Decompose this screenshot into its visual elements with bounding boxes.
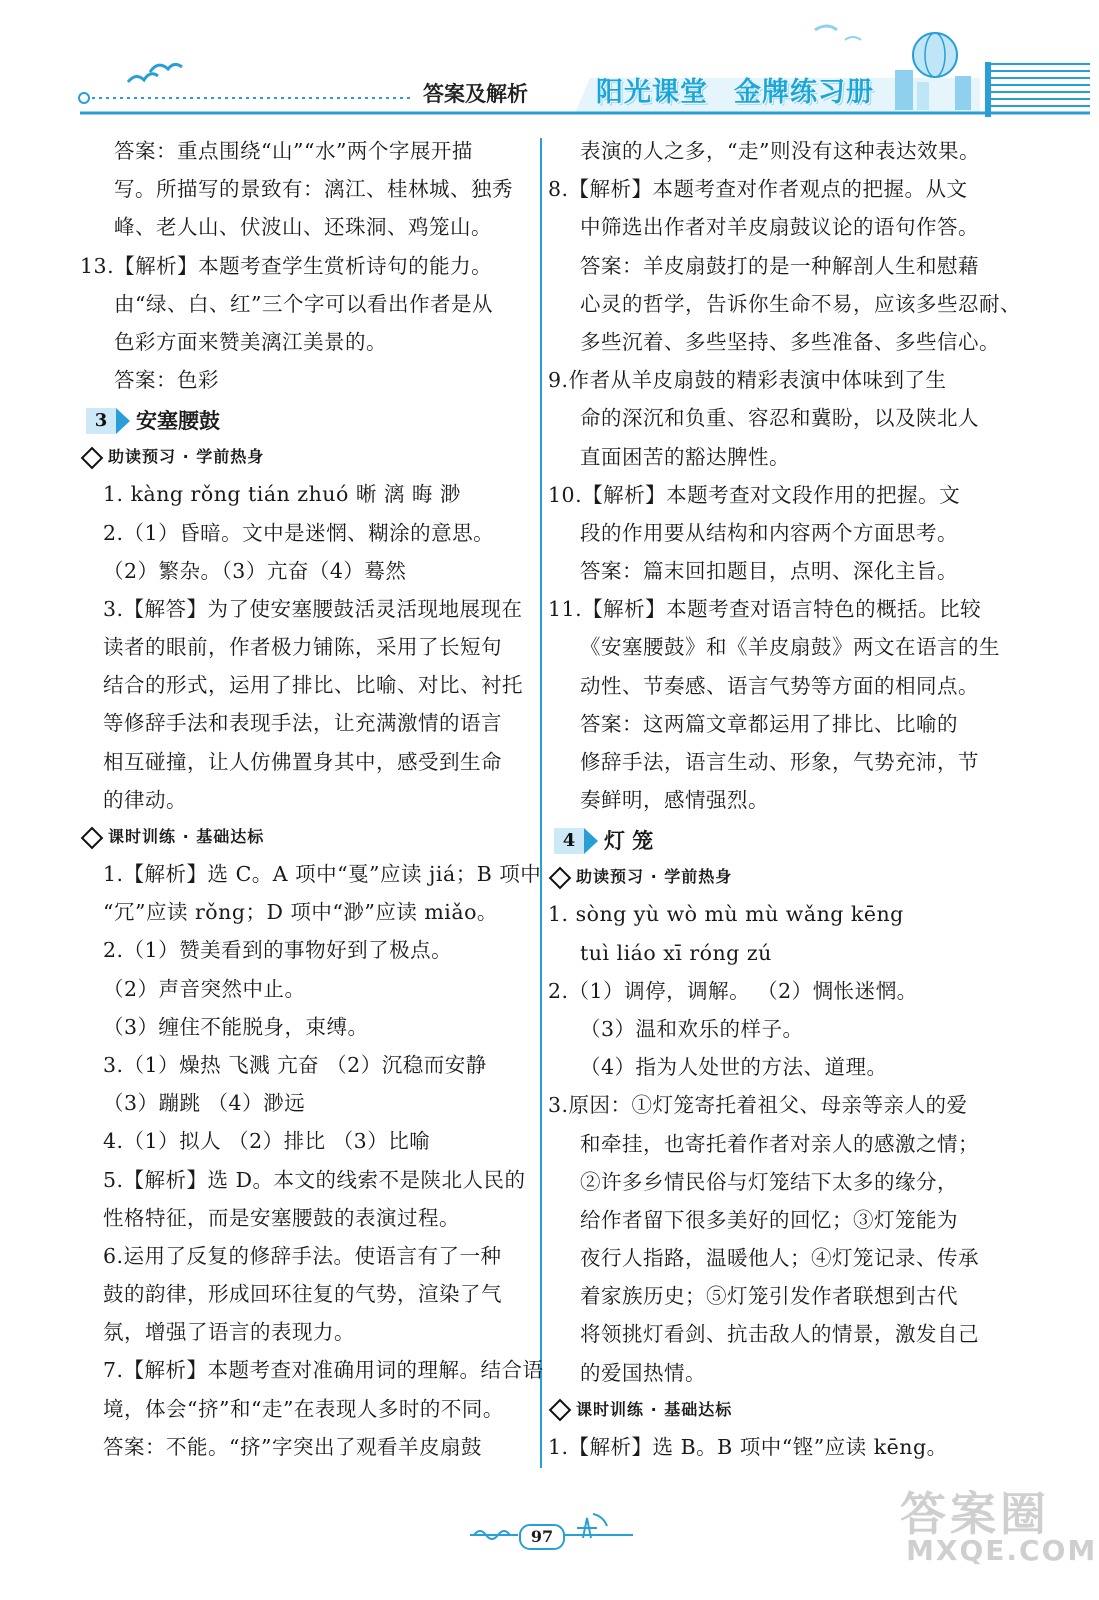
text-line: 给作者留下很多美好的回忆；③灯笼能为: [580, 1207, 958, 1232]
question-line: 2.（1）赞美看到的事物好到了极点。: [103, 938, 453, 963]
section-heading-4: [548, 819, 1003, 859]
question-line: 4.（1）拟人 （2）排比 （3）比喻: [103, 1129, 431, 1154]
text-line: （4）指为人处世的方法、道理。: [580, 1055, 888, 1080]
question-line: 2.（1）昏暗。文中是迷惘、糊涂的意思。: [103, 520, 495, 545]
text-line: （2）声音突然中止。: [103, 976, 306, 1001]
text-line: 的律动。: [103, 787, 187, 812]
question-line: 5.【解析】选 D。本文的线索不是陕北人民的: [103, 1167, 526, 1192]
watermark-line-2: MXQE.COM: [906, 1534, 1098, 1567]
text-line: 境，体会“挤”和“走”在表现人多时的不同。: [103, 1396, 504, 1421]
answer-line: 答案：重点围绕“山”“水”两个字展开描: [114, 139, 473, 163]
text-line: 色彩方面来赞美漓江美景的。: [114, 329, 387, 354]
text-line: 《安塞腰鼓》和《羊皮扇鼓》两文在语言的生: [580, 635, 1000, 660]
text-line: 和牵挂，也寄托着作者对亲人的感激之情；: [580, 1131, 979, 1156]
brand-part-1: 阳光课堂: [596, 77, 708, 108]
text-line: 氛，增强了语言的表现力。: [103, 1320, 355, 1345]
text-line: 修辞手法，语言生动、形象，气势充沛，节: [580, 750, 979, 774]
diamond-icon: [81, 446, 104, 469]
diamond-icon: [549, 867, 572, 890]
text-line: 中筛选出作者对羊皮扇鼓议论的语句作答。: [580, 215, 979, 240]
text-line: 心灵的哲学，告诉你生命不易，应该多些忍耐、: [580, 291, 1021, 316]
section-heading-3: [80, 399, 530, 439]
column-divider: [540, 138, 542, 1468]
question-line: 7.【解析】本题考查对准确用词的理解。结合语: [103, 1358, 544, 1383]
answer-line: 答案：这两篇文章都运用了排比、比喻的: [580, 711, 958, 736]
question-line: 3.【解答】为了使安塞腰鼓活灵活现地展现在: [103, 596, 523, 621]
text-line: 动性、节奏感、语言气势等方面的相同点。: [580, 673, 979, 698]
question-line: 11.【解析】本题考查对语言特色的概括。比较: [548, 597, 982, 622]
text-line: 读者的眼前，作者极力铺陈，采用了长短句: [103, 635, 502, 660]
header-section-title: 答案及解析: [423, 82, 528, 106]
text-line: 表演的人之多，“走”则没有这种表达效果。: [580, 139, 980, 163]
text-line: tuì liáo xī róng zú: [580, 940, 772, 965]
text-line: （3）蹦跳 （4）渺远: [103, 1091, 306, 1116]
text-line: 命的深沉和负重、容忍和冀盼，以及陕北人: [580, 406, 979, 431]
subsection-heading: 助读预习 · 学前热身: [80, 439, 530, 475]
header-decoration: [0, 0, 1099, 125]
answer-line: 答案：羊皮扇鼓打的是一种解剖人生和慰藉: [580, 253, 979, 278]
question-line: 1. sòng yù wò mù mù wǎng kēng: [548, 902, 904, 927]
subsection-heading: 课时训练 · 基础达标: [80, 819, 530, 855]
watermark-line-1: 答案圈: [900, 1487, 1050, 1541]
text-line: ②许多乡情民俗与灯笼结下太多的缘分，: [580, 1169, 958, 1194]
question-line: 8.【解析】本题考查对作者观点的把握。从文: [548, 177, 968, 202]
header-dot-icon: [79, 93, 89, 103]
text-line: 性格特征，而是安塞腰鼓的表演过程。: [103, 1205, 460, 1230]
right-column: [548, 132, 1021, 1466]
text-line: 鼓的韵律，形成回环往复的气势，渲染了气: [103, 1282, 502, 1307]
question-line: 6.运用了反复的修辞手法。使语言有了一种: [103, 1243, 502, 1268]
text-line: 夜行人指路，温暖他人；④灯笼记录、传承: [580, 1246, 979, 1271]
text-line: （2）繁杂。（3）亢奋（4）蓦然: [103, 558, 407, 583]
left-column: [80, 132, 544, 1466]
text-line: “冗”应读 rǒng；D 项中“渺”应读 miǎo。: [103, 900, 498, 925]
subsection-heading: 助读预习 · 学前热身: [548, 859, 1003, 895]
text-line: 直面困苦的豁达脾性。: [580, 444, 790, 469]
question-line: 9.作者从羊皮扇鼓的精彩表演中体味到了生: [548, 368, 947, 393]
question-line: 1.【解析】选 B。B 项中“铿”应读 kēng。: [548, 1434, 948, 1459]
diamond-icon: [549, 1399, 572, 1422]
question-line: 10.【解析】本题考查对文段作用的把握。文: [548, 482, 961, 507]
wave-icon: [470, 1515, 520, 1545]
starfish-icon: [565, 1508, 625, 1548]
arrow-icon: [584, 828, 598, 854]
brand-title: [596, 70, 874, 109]
brand-part-2: 金牌练习册: [734, 77, 874, 108]
text-line: 的爱国热情。: [580, 1360, 706, 1385]
question-line: 3.原因：①灯笼寄托着祖父、母亲等亲人的爱: [548, 1093, 968, 1118]
diamond-icon: [81, 826, 104, 849]
question-line: 2.（1）调停，调解。 （2）惆怅迷惘。: [548, 978, 918, 1003]
text-line: 由“绿、白、红”三个字可以看出作者是从: [114, 291, 493, 316]
page-number: 97: [519, 1524, 565, 1550]
text-line: 峰、老人山、伏波山、还珠洞、鸡笼山。: [114, 215, 492, 240]
section-number: 4: [554, 828, 584, 854]
text-line: 奏鲜明，感情强烈。: [580, 788, 769, 813]
text-line: 相互碰撞，让人仿佛置身其中，感受到生命: [103, 749, 502, 774]
text-line: 结合的形式，运用了排比、比喻、对比、衬托: [103, 673, 523, 698]
header-stripes: [985, 62, 1090, 117]
text-line: 着家族历史；⑤灯笼引发作者联想到古代: [580, 1284, 958, 1309]
text-line: 将领挑灯看剑、抗击敌人的情景，激发自己: [580, 1322, 979, 1347]
bird-icon: [150, 64, 182, 72]
section-title: 灯 笼: [604, 827, 654, 853]
bird-icon: [128, 74, 158, 82]
question-line: 1. kàng rǒng tián zhuó 晰 漓 晦 渺: [103, 482, 461, 507]
section-title: 安塞腰鼓: [136, 407, 220, 433]
subsection-heading: 课时训练 · 基础达标: [548, 1392, 1003, 1428]
text-line: 写。所描写的景致有：漓江、桂林城、独秀: [114, 177, 513, 202]
page-header: [0, 0, 1099, 125]
answer-line: 答案：不能。“挤”字突出了观看羊皮扇鼓: [103, 1434, 482, 1459]
question-line: 13.【解析】本题考查学生赏析诗句的能力。: [80, 253, 493, 278]
text-line: 多些沉着、多些坚持、多些准备、多些信心。: [580, 329, 1000, 354]
section-number: 3: [86, 408, 116, 434]
text-line: 等修辞手法和表现手法，让充满激情的语言: [103, 711, 502, 736]
answer-line: 答案：色彩: [114, 368, 219, 393]
question-line: 3.（1）燥热 飞溅 亢奋 （2）沉稳而安静: [103, 1052, 487, 1077]
text-line: （3）温和欢乐的样子。: [580, 1016, 804, 1041]
text-line: （3）缠住不能脱身，束缚。: [103, 1014, 369, 1039]
answer-line: 答案：篇末回扣题目，点明、深化主旨。: [580, 559, 958, 584]
watermark-logo: [900, 1478, 1098, 1567]
text-line: 段的作用要从结构和内容两个方面思考。: [580, 520, 958, 545]
question-line: 1.【解析】选 C。A 项中“戛”应读 jiá；B 项中: [103, 862, 542, 886]
arrow-icon: [116, 408, 130, 434]
